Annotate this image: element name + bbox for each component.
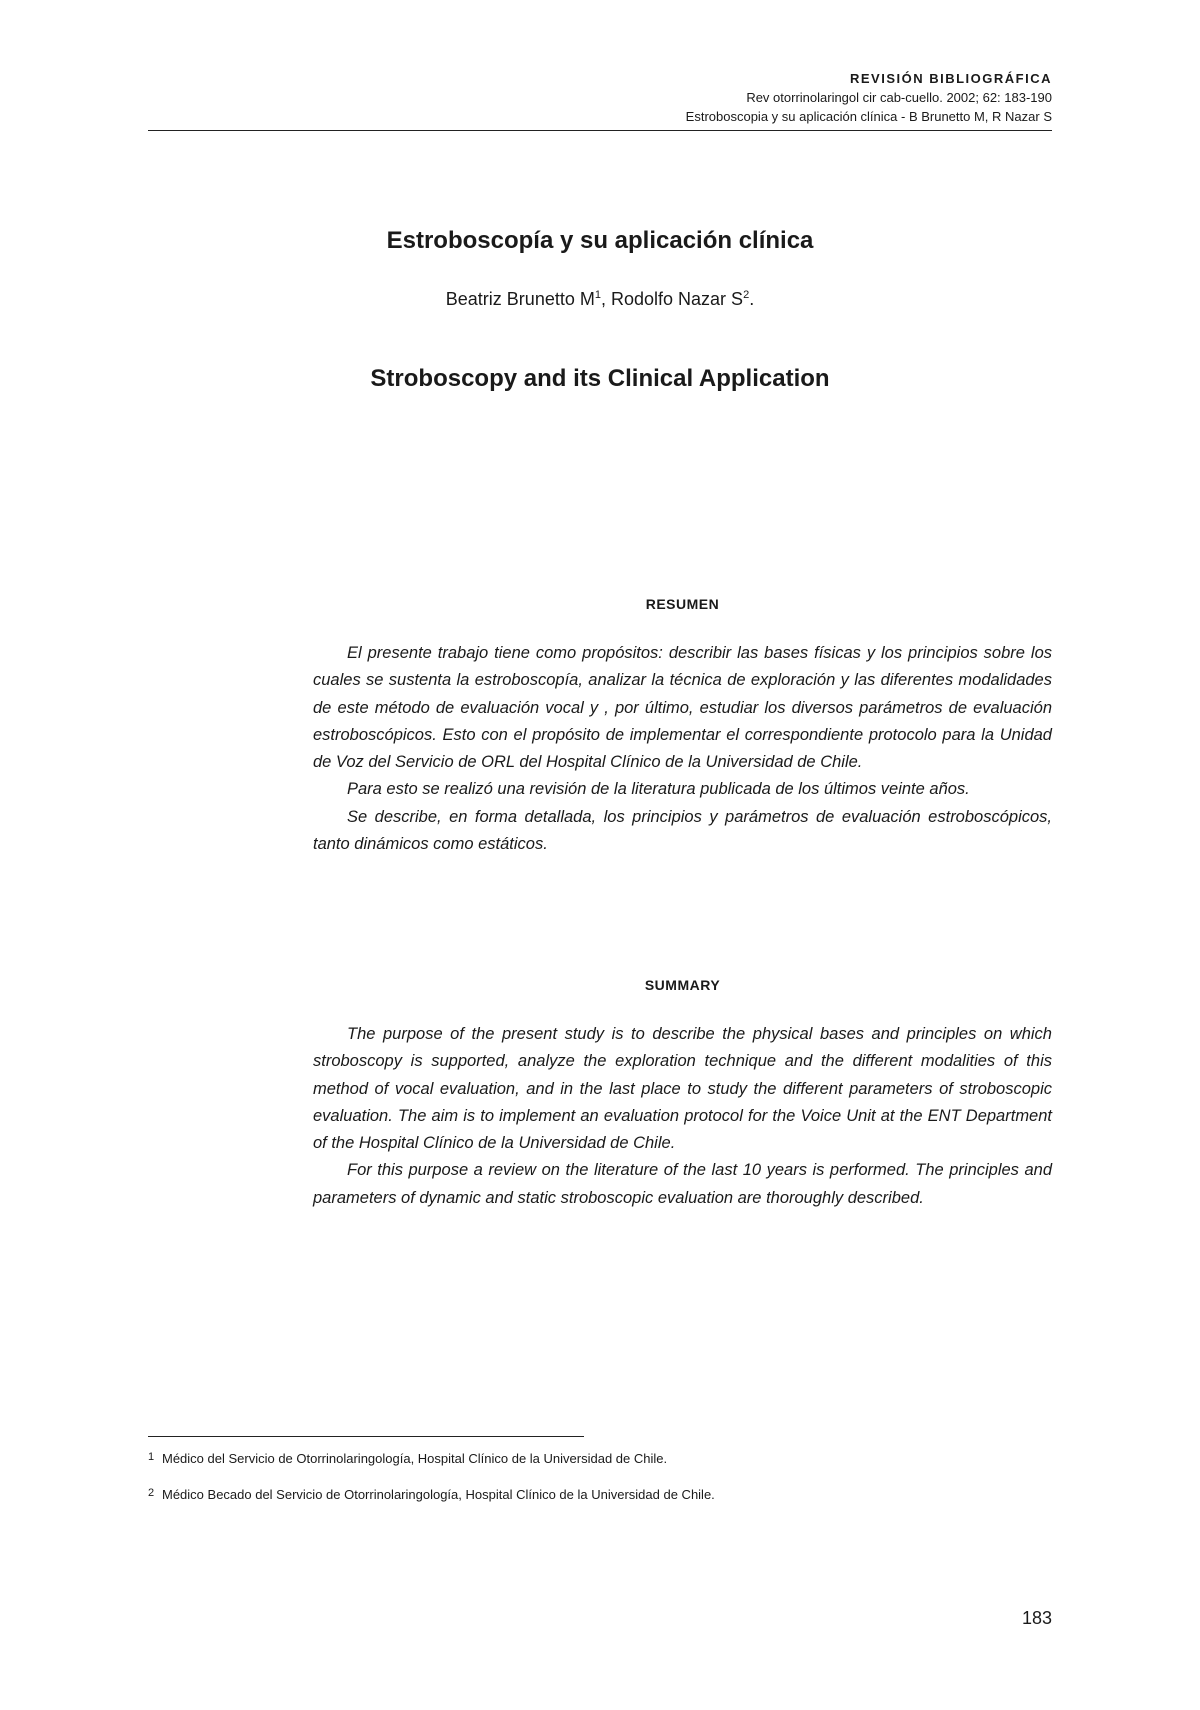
footnote-text: Médico del Servicio de Otorrinolaringología, Hospital Clínico de la Universidad de Chile. xyxy=(162,1451,668,1466)
footnote xyxy=(148,1484,1052,1504)
abstract-spanish xyxy=(313,594,1052,858)
abstract-heading: SUMMARY xyxy=(644,977,721,993)
footnote-divider xyxy=(148,1436,584,1437)
footnote-mark: 1 xyxy=(148,1451,155,1463)
author-affiliation-mark: 2 xyxy=(743,289,750,301)
section-label: REVISIÓN BIBLIOGRÁFICA xyxy=(849,71,1052,86)
abstract-heading: RESUMEN xyxy=(645,596,720,612)
abstract-paragraph: Se describe, en forma detallada, los principios y parámetros de evaluación estroboscópicos, tanto dinámicos como estáticos. xyxy=(313,807,1052,854)
author-list xyxy=(148,287,1052,311)
abstract-english xyxy=(313,975,1052,1212)
footnote-text: Médico Becado del Servicio de Otorrinolaringología, Hospital Clínico de la Universidad de Chile. xyxy=(162,1487,715,1502)
author-affiliation-mark: 1 xyxy=(594,289,601,301)
author-name: Beatriz Brunetto M xyxy=(445,289,595,309)
abstract-paragraph: The purpose of the present study is to describe the physical bases and principles on which stroboscopy is supported, analyze the exploration technique and the different modalities of this method of vocal evaluation, and in the last place to study the different parameters of stroboscopic evaluation. The aim is to implement an evaluation protocol for the Voice Unit at the ENT Department of the Hospital Clínico de la Universidad de Chile. xyxy=(313,1025,1052,1153)
abstract-paragraph: El presente trabajo tiene como propósitos: describir las bases físicas y los principios sobre los cuales se sustenta la estroboscopía, analizar la técnica de exploración y las diferentes modalidades de este método de evaluación vocal y , por último, estudiar los diversos parámetros de evaluación estroboscópicos. Esto con el propósito de implementar el correspondiente protocolo para la Unidad de Voz del Servicio de ORL del Hospital Clínico de la Universidad de Chile. xyxy=(313,644,1052,772)
page-number: 183 xyxy=(1021,1608,1052,1628)
article-title-english: Stroboscopy and its Clinical Application xyxy=(370,365,830,392)
author-separator: . xyxy=(749,289,755,309)
running-head xyxy=(352,70,1052,126)
abstract-paragraph: Para esto se realizó una revisión de la literatura publicada de los últimos veinte años. xyxy=(347,780,970,799)
footnote xyxy=(148,1448,1052,1468)
abstract-paragraph: For this purpose a review on the literature of the last 10 years is performed. The principles and parameters of dynamic and static stroboscopic evaluation are thoroughly described. xyxy=(313,1161,1052,1207)
article-title-spanish: Estroboscopía y su aplicación clínica xyxy=(386,227,814,254)
running-short-title: Estroboscopia y su aplicación clínica - B Brunetto M, R Nazar S xyxy=(685,109,1052,124)
journal-reference: Rev otorrinolaringol cir cab-cuello. 2002; 62: 183-190 xyxy=(746,90,1052,105)
footnotes xyxy=(148,1448,1052,1520)
footnote-mark: 2 xyxy=(148,1487,155,1499)
header-divider xyxy=(148,130,1052,131)
author-separator: , xyxy=(600,289,611,309)
author-name: Rodolfo Nazar S xyxy=(610,289,744,309)
